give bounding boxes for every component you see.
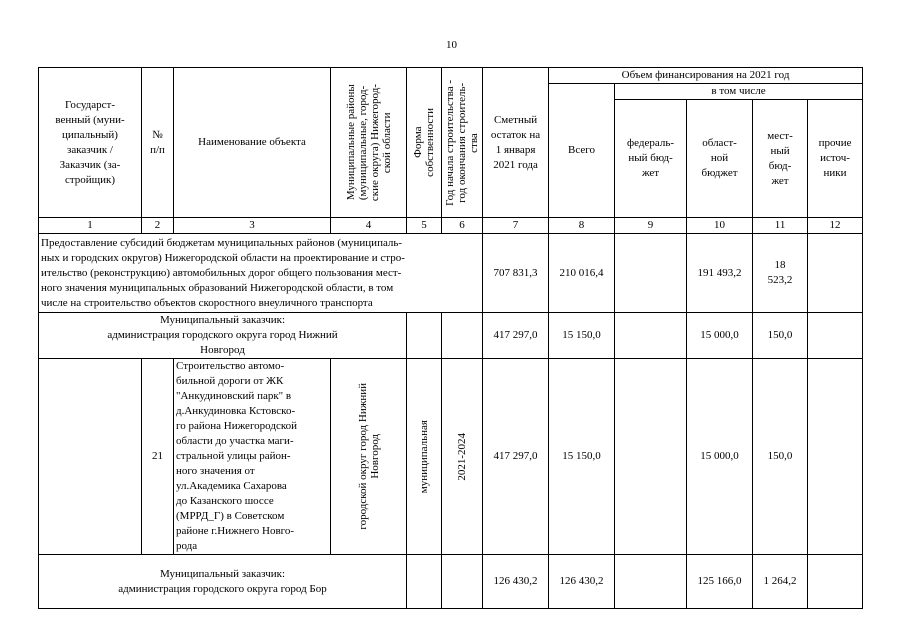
column-number: 6 xyxy=(442,218,483,234)
header-districts xyxy=(331,68,407,218)
object-21-other xyxy=(808,359,863,555)
object-21-years xyxy=(442,359,483,555)
object-21-district-text: городской округ город Нижний Новгород xyxy=(356,383,381,530)
summary-local: 18 523,2 xyxy=(753,234,808,313)
summary-regional: 191 493,2 xyxy=(687,234,753,313)
customer-bor-total: 126 430,2 xyxy=(549,555,615,609)
object-21-ownership-text: муниципальная xyxy=(418,419,430,494)
object-21-name: Строительство автомо- бильной дороги от ЖК "Анкудиновский парк" в д.Анкудиновка Кстовско- го района Нижегородской области до участка маги- стральной улицы район- ного значения от ул.Академика Сахарова до Казанского шоссе (МРРД_Г) в Советском районе г.Нижнего Новго- рода xyxy=(174,359,331,555)
object-21-customer xyxy=(39,359,142,555)
summary-estimate: 707 831,3 xyxy=(483,234,549,313)
header-customer: Государст- венный (муни- ципальный) заказчик / Заказчик (за- стройщик) xyxy=(39,68,142,218)
object-21-estimate: 417 297,0 xyxy=(483,359,549,555)
customer-nn-regional: 15 000,0 xyxy=(687,313,753,359)
customer-nn-estimate: 417 297,0 xyxy=(483,313,549,359)
page-number: 10 xyxy=(446,39,457,51)
header-number: № п/п xyxy=(142,68,174,218)
customer-nn-label: Муниципальный заказчик: администрация городского округа город Нижний Новгород xyxy=(39,313,407,359)
object-21-federal xyxy=(615,359,687,555)
column-number: 2 xyxy=(142,218,174,234)
header-years-text: Год начала строительства - год окончания строитель- ства xyxy=(444,79,481,206)
customer-nn-local: 150,0 xyxy=(753,313,808,359)
object-21-number: 21 xyxy=(142,359,174,555)
object-21-total: 15 150,0 xyxy=(549,359,615,555)
customer-bor-federal xyxy=(615,555,687,609)
column-number: 11 xyxy=(753,218,808,234)
financing-table xyxy=(38,67,863,609)
column-number: 1 xyxy=(39,218,142,234)
customer-nn-total: 15 150,0 xyxy=(549,313,615,359)
header-object-name: Наименование объекта xyxy=(174,68,331,218)
customer-bor-label: Муниципальный заказчик: администрация городского округа город Бор xyxy=(39,555,407,609)
header-estimate: Сметный остаток на 1 января 2021 года xyxy=(483,68,549,218)
object-21-regional: 15 000,0 xyxy=(687,359,753,555)
header-financing-group: Объем финансирования на 2021 год xyxy=(549,68,863,84)
customer-bor-local: 1 264,2 xyxy=(753,555,808,609)
customer-nn-years xyxy=(442,313,483,359)
summary-total: 210 016,4 xyxy=(549,234,615,313)
column-number: 3 xyxy=(174,218,331,234)
object-21-local: 150,0 xyxy=(753,359,808,555)
customer-bor-other xyxy=(808,555,863,609)
column-number: 7 xyxy=(483,218,549,234)
header-including-group: в том числе xyxy=(615,84,863,100)
customer-nn-federal xyxy=(615,313,687,359)
customer-nn-ownership xyxy=(407,313,442,359)
header-districts-text: Муниципальные районы (муниципальные, город- ские округа) Нижегород- ской области xyxy=(344,83,393,202)
customer-bor-estimate: 126 430,2 xyxy=(483,555,549,609)
column-number: 12 xyxy=(808,218,863,234)
customer-nn-other xyxy=(808,313,863,359)
column-number: 8 xyxy=(549,218,615,234)
header-ownership-text: Форма собственности xyxy=(412,108,436,177)
header-years xyxy=(442,68,483,218)
object-21-years-text: 2021-2024 xyxy=(456,432,469,481)
header-total: Всего xyxy=(549,84,615,218)
header-local: мест- ный бюд- жет xyxy=(753,100,808,218)
header-ownership xyxy=(407,68,442,218)
header-other: прочие источ- ники xyxy=(808,100,863,218)
customer-bor-ownership xyxy=(407,555,442,609)
header-federal: федераль- ный бюд- жет xyxy=(615,100,687,218)
summary-other xyxy=(808,234,863,313)
customer-bor-years xyxy=(442,555,483,609)
header-regional: област- ной бюджет xyxy=(687,100,753,218)
object-21-ownership xyxy=(407,359,442,555)
summary-federal xyxy=(615,234,687,313)
object-21-district xyxy=(331,359,407,555)
column-number: 10 xyxy=(687,218,753,234)
summary-description: Предоставление субсидий бюджетам муниципальных районов (муниципаль- ных и городских округов) Нижегородской области на проектирование и стро- ительство (реконструкцию) автомобильных дорог общего пользования мест- ного значения муниципальных образований Нижегородской области, в том числе на строительство объектов скоростного внеуличного транспорта xyxy=(39,234,483,313)
customer-bor-regional: 125 166,0 xyxy=(687,555,753,609)
column-number: 5 xyxy=(407,218,442,234)
column-number: 4 xyxy=(331,218,407,234)
column-number: 9 xyxy=(615,218,687,234)
